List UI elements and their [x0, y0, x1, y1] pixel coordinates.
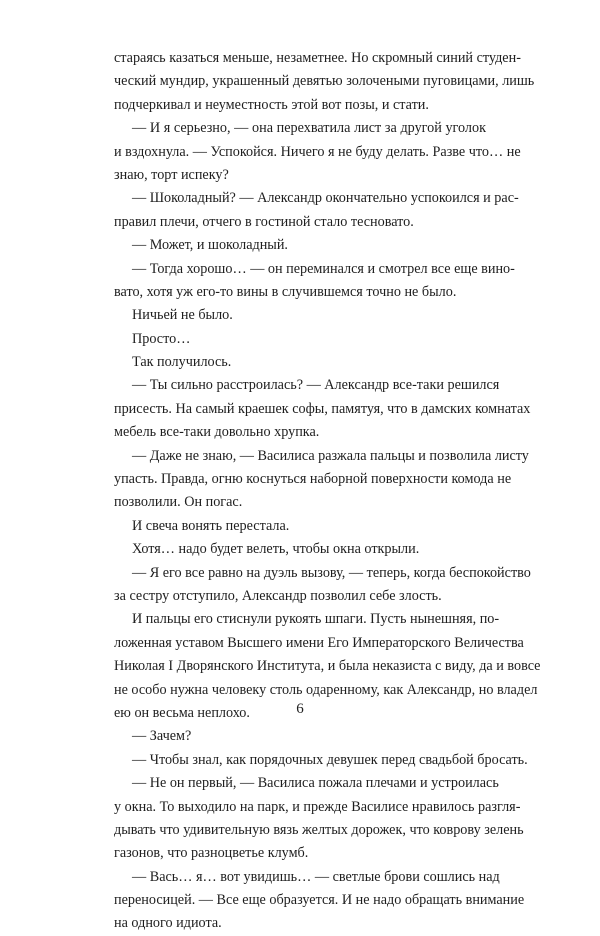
text-line: Так получилось.: [132, 354, 232, 371]
text-line: Ничьей не было.: [132, 307, 233, 324]
text-line: мебель все-таки довольно хрупка.: [114, 424, 320, 441]
text-line: на одного идиота.: [114, 915, 222, 932]
text-line: — Я его все равно на дуэль вызову, — теперь, когда беспокойство: [132, 564, 531, 581]
text-line: ею он весьма неплохо.: [114, 704, 250, 721]
text-line: подчеркивал и неуместность этой вот позы, и стати.: [114, 96, 429, 113]
text-line: ческий мундир, украшенный девятью золочеными пуговицами, лишь: [114, 73, 535, 90]
text-line: правил плечи, отчего в гостиной стало тесновато.: [114, 213, 414, 230]
text-line: знаю, торт испеку?: [114, 166, 229, 183]
text-line: не особо нужна человеку столь одаренному, как Александр, но владел: [114, 681, 538, 698]
text-line: — Тогда хорошо… — он переминался и смотрел все еще вино-: [132, 260, 515, 277]
text-line: — Не он первый, — Василиса пожала плечами и устроилась: [132, 775, 499, 792]
text-line: — Вась… я… вот увидишь… — светлые брови сошлись над: [132, 868, 500, 885]
text-line: вато, хотя уж его-то вины в случившемся точно не было.: [114, 283, 457, 300]
page-number: 6: [296, 701, 304, 717]
text-line: стараясь казаться меньше, незаметнее. Но скромный синий студен-: [114, 50, 521, 66]
text-line: дывать что удивительную вязь желтых дорожек, что коврову зелень: [114, 821, 524, 838]
text-line: ложенная уставом Высшего имени Его Императорского Величества: [114, 634, 524, 651]
text-line: — Может, и шоколадный.: [132, 237, 288, 254]
text-line: переносицей. — Все еще образуется. И не надо обращать внимание: [114, 892, 525, 909]
text-line: — Шоколадный? — Александр окончательно успокоился и рас-: [132, 190, 519, 207]
text-line: за сестру отступило, Александр позволил себе злость.: [114, 587, 442, 604]
text-line: упасть. Правда, огню коснуться наборной поверхности комода не: [114, 471, 512, 488]
text-line: Николая I Дворянского Института, и была неказиста с виду, да и вовсе: [114, 658, 541, 675]
text-line: позволили. Он погас.: [114, 494, 243, 511]
text-line: присесть. На самый краешек софы, памятуя, что в дамских комнатах: [114, 400, 531, 417]
text-line: у окна. То выходило на парк, и прежде Василисе нравилось разгля-: [114, 798, 521, 815]
body-text: [114, 47, 541, 936]
text-line: — Зачем?: [132, 728, 192, 745]
text-line: и вздохнула. — Успокойся. Ничего я не буду делать. Разве что… не: [114, 143, 521, 160]
text-line: — Чтобы знал, как порядочных девушек перед свадьбой бросать.: [132, 751, 528, 768]
text-line: Просто…: [132, 330, 191, 347]
text-line: И пальцы его стиснули рукоять шпаги. Пусть нынешняя, по-: [132, 611, 500, 628]
text-line: — Ты сильно расстроилась? — Александр все-таки решился: [132, 377, 500, 394]
text-line: газонов, что разноцветье клумб.: [114, 845, 309, 862]
text-line: И свеча вонять перестала.: [132, 517, 290, 534]
text-line: — И я серьезно, — она перехватила лист за другой уголок: [132, 120, 486, 137]
text-line: — Даже не знаю, — Василиса разжала пальцы и позволила листу: [132, 447, 529, 464]
text-line: Хотя… надо будет велеть, чтобы окна открыли.: [132, 541, 420, 558]
